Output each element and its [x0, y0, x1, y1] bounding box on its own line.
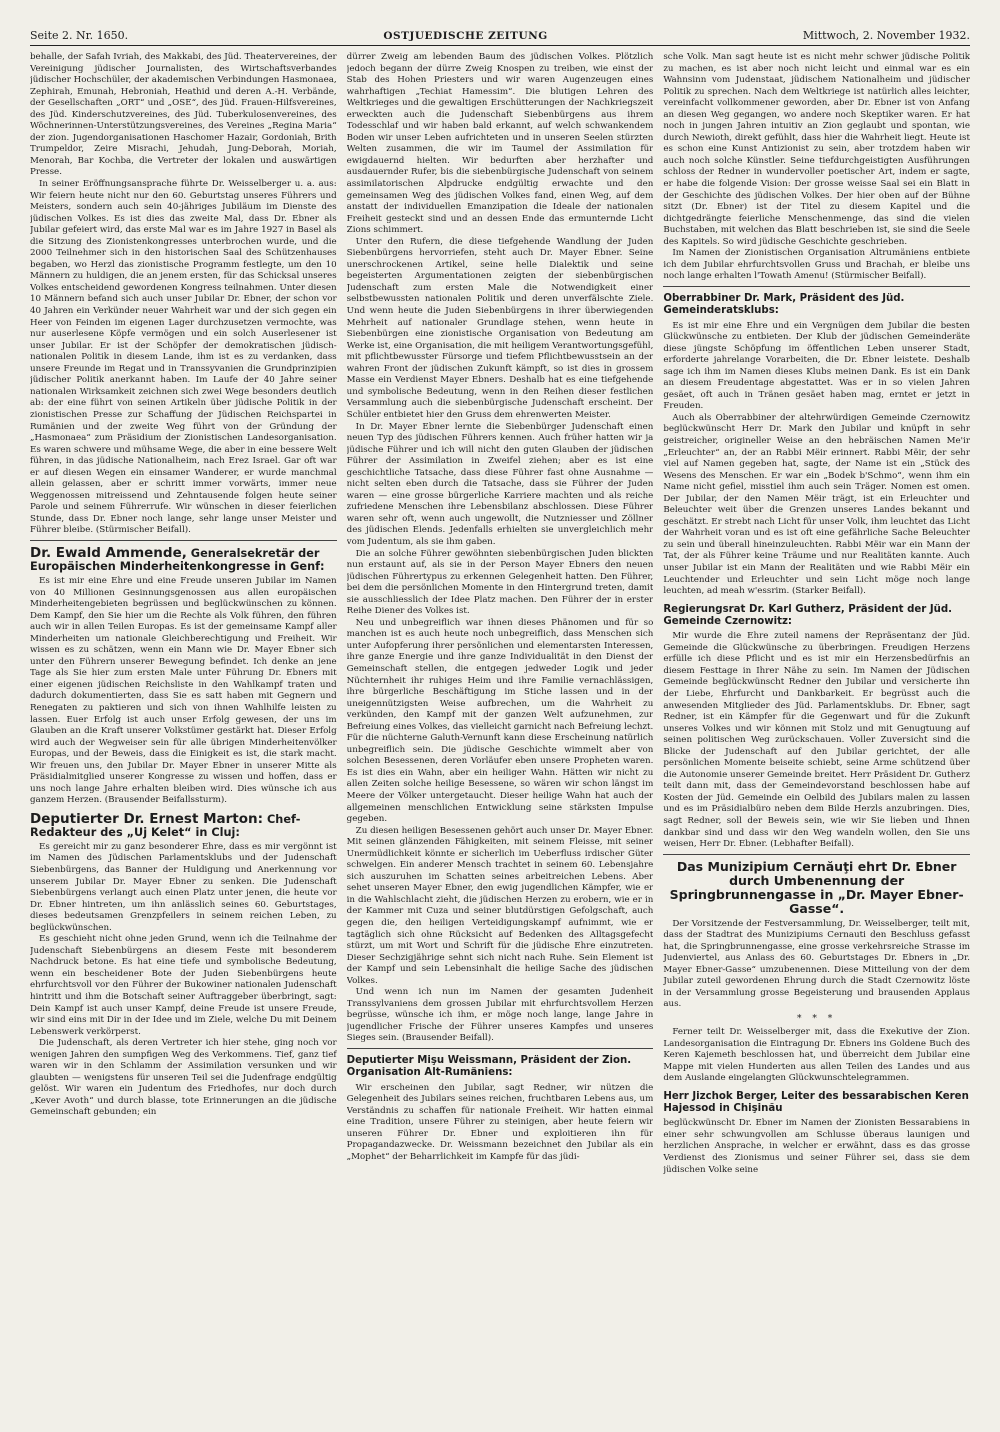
column-2: [347, 52, 654, 1412]
paragraph: Auch als Oberrabbiner der altehrwürdigen Gemeinde Czernowitz beglückwünscht Herr Dr. Mark den Jubilar und knüpft in sehr geistreicher, origineller Weise an den hebräischen Namen Me'ir „Erleuchter“ an, der an Rabbi Mëir erinnert. Rabbi Mëir, der sehr viel auf Namen gegeben hat, sagte, der Name ist ein „Stück des Wesens des Menschen. Er war ein „Bodek b'Schmo“, wenn ihm ein Name nicht gefiel, misstiel ihm auch sein Träger. Nomen est omen. Der Jubilar, der den Namen Mëir trägt, ist ein Erleuchter und Beleuchter weit über die Grenzen unseres Landes bekannt und geschätzt. Er strebt nach Licht für unser Volk, ihm leuchtet das Licht der Wahrheit voran und es ist oft eine gefährliche Sache Beleuchter zu sein und überall hineinzuleuchten. Rabbi Mëir war ein Mann der Tat, der als Führer keine Träume und nur Realitäten kannte. Auch unser Jubilar ist ein Mann der Realitäten und wie Rabbi Mëir ein Leuchtender und Erleuchter und sein Licht möge noch lange leuchten, ad meah w'essrim. (Starker Beifall).: [663, 412, 970, 597]
speaker-heading: [347, 1055, 654, 1080]
article-columns: [30, 52, 970, 1412]
speaker-title: Präsident des Jüd. Gemeinderatsklubs:: [663, 292, 905, 317]
column-3: [663, 52, 970, 1412]
speaker-heading: [30, 810, 337, 839]
paragraph: Mir wurde die Ehre zuteil namens der Repräsentanz der Jüd. Gemeinde die Glückwünsche zu überbringen. Freudigen Herzens erfülle ich diese Pflicht und es ist mir ein Herzensbedürfnis an diesem Festtage in Ihrer Nähe zu sein. Im Namen der Jüdischen Gemeinde beglückwünscht Redner den Jubilar und versicherte ihn der Liebe, Ehrfurcht und Dankbarkeit. Er begrüsst auch die anwesenden Mitglieder des Jüd. Parlamentsklubs. Dr. Ebner, sagt Redner, ist ein Kämpfer für die Gegenwart und für die Zukunft unseres Volkes und wir können mit Stolz und mit Genugtuung auf seinen politischen Weg zurückschauen. Voller Zuversicht sind die Blicke der Judenschaft auf den Jubilar gerichtet, der alle persönlichen Momente beiseite schiebt, seine Arme schützend über die Autonomie unserer Gemeinde breitet. Herr Präsident Dr. Gutherz teilt dann mit, dass der Gemeindevorstand beschlossen habe auf Kosten der Jüd. Gemeinde ein Oelbild des Jubilars malen zu lassen und es im Präsidialbüro neben dem Bilde Herzls anzubringen. Dies, sagt Redner, soll der Beweis sein, wie wir Sie lieben und Ihnen dankbar sind und dass wir den Weg wandeln wollen, den Sie uns weisen, Herr Dr. Ebner. (Lebhafter Beifall).: [663, 631, 970, 850]
newspaper-title: OSTJUEDISCHE ZEITUNG: [383, 30, 548, 42]
speaker-name: Deputierter Mişu Weissmann,: [346, 1055, 517, 1067]
speaker-title: Generalsekretär der Europäischen Minderheitenkongresse in Genf:: [30, 546, 325, 573]
speaker-rank: Regierungsrat: [663, 603, 749, 615]
speaker-name: Jizchok Berger,: [692, 1090, 778, 1102]
divider: [663, 854, 970, 855]
paragraph: Es ist mir eine Ehre und eine Freude unseren Jubilar im Namen von 40 Millionen Gesinnungsgenossen aus allen europäischen Minderheitengebieten begrüssen und beglückwünschen zu können. Dem Kampf, den Sie hier um die Rechte als Volk führen, den führen auch wir in allen Teilen Europas. Es ist der gemeinsame Kampf aller Minderheiten um nationale Gleichberechtigung und Freiheit. Wir wissen es zu schätzen, wenn ein Mann wie Dr. Mayer Ebner sich unter den Führern unserer Bewegung befindet. Ich denke an jene Tage als Sie hier zum ersten Male unter Führung Dr. Ebners mit einer eigenen jüdischen Reichsliste in den Wahlkampf traten und dadurch dokumentierten, dass Sie es satt haben mit Gegnern und Renegaten zu paktieren und sich von ihnen Wahlhilfe leisten zu lassen. Euer Erfolg ist auch unser Erfolg gewesen, der uns im Glauben an die Kraft unserer Volkstümer gestärkt hat. Dieser Erfolg wird auch der Wegweiser sein für alle übrigen Minderheitenvölker Europas, und der Beweis, dass die Einigkeit es ist, die stark macht. Wir freuen uns, den Jubilar Dr. Mayer Ebner in unserer Mitte als Präsidialmitglied unserer Kongresse zu wissen und hoffen, dass er uns noch lange Jahre erhalten bleiben wird. Dies wünsche ich aus ganzem Herzen. (Brausender Beifallssturm).: [30, 575, 337, 806]
paragraph: Der Vorsitzende der Festversammlung, Dr. Weisselberger, teilt mit, dass der Stadtrat des Munizipiums Cernauti den Beschluss gefasst hat, die Springbrunnengasse, eine grosse verkehrsreiche Strasse im Judenviertel, aus Anlass des 60. Geburtstages Dr. Ebners in „Dr. Mayer Ebner-Gasse“ umzubenennen. Diese Mitteilung von der dem Jubilar zuteil gewordenen Ehrung durch die Stadt Czernowitz löste in der Versammlung grosse Begeisterung und brausenden Applaus aus.: [663, 918, 970, 1010]
paragraph: Es ist mir eine Ehre und ein Vergnügen dem Jubilar die besten Glückwünsche zu entbieten. Der Klub der jüdischen Gemeinderäte diese jüngste Schöpfung im öffentlichen Leben unserer Stadt, erforderte jahrelange Vorarbeiten, die Dr. Ebner leistete. Deshalb sage ich ihm im Namen dieses Klubs meinen Dank. Es ist ein Dank an diesem Freudentage abgestattet. Was er in so vielen Jahren gesäet, oft auch in Tränen gesäet haben mag, erntet er jetzt in Freuden.: [663, 320, 970, 412]
paragraph: sche Volk. Man sagt heute ist es nicht mehr schwer jüdische Politik zu machen, es ist aber noch nicht leicht und einmal war es ein Wahnsinn vom Judenstaat, jüdischem Nationalheim und jüdischer Politik zu sprechen. Nach dem Weltkriege ist natürlich alles leichter, vereinfacht vollkommener geworden, aber Dr. Ebner ist von Anfang an diesen Weg gegangen, wo andere noch Skeptiker waren. Er hat noch in jungen Jahren intuitiv an Zion geglaubt und spontan, wie durch Newioth, direkt gefühlt, dass hier die Wahrheit liegt. Heute ist es schon eine Kunst Antizionist zu sein, aber trotzdem haben wir auch noch solche Künstler. Seine tiefdurchgeistigten Ausführungen schloss der Redner in wundervoller poetischer Art, indem er sagte, er habe die folgende Vision: Der grosse weisse Saal sei ein Blatt in der Geschichte des jüdischen Volkes. Der hier oben auf der Bühne sitzt (Dr. Ebner) ist der Titel zu diesem Kapitel und die dichtgedrängte feierliche Menschenmenge, das sind die vielen Buchstaben, mit welchen das Blatt beschrieben ist, sie sind die Seele des Kapitels. So wird jüdische Geschichte geschrieben.: [663, 52, 970, 247]
paragraph: Unter den Rufern, die diese tiefgehende Wandlung der Juden Siebenbürgens hervorriefen, steht auch Dr. Mayer Ebner. Seine unerschrockenen Artikel, seine helle Dialektik und seine begeisterten Argumentationen zeigten der siebenbürgischen Judenschaft zum ersten Male die Notwendigkeit einer selbstbewussten nationalen Politik und deren unverfälschte Ziele. Und wenn heute die Juden Siebenbürgens in ihrer überwiegenden Mehrheit auf nationaler Grundlage stehen, wenn heute in Siebenbürgen eine zionistische Organisation von Bedeutung am Werke ist, eine Organisation, die mit heiligem Verantwortungsgefühl, mit pflichtbewusster Fürsorge und tiefem Pflichtbewusstsein an der wahren Front der jüdischen Zukunft kämpft, so ist dies in grossem Masse ein Verdienst Mayer Ebners. Deshalb hat es eine tiefgehende und symbolische Bedeutung, wenn in den Reihen dieser festlichen Versammlung auch die siebenbürgische Judenschaft erscheint. Der Schüler entbietet hier den Gruss dem ehrenwerten Meister.: [346, 236, 654, 420]
paragraph: Ferner teilt Dr. Weisselberger mit, dass die Exekutive der Zion. Landesorganisation die Eintragung Dr. Ebners ins Goldene Buch des Keren Kajemeth beschlossen hat, und überreicht dem Jubilar eine Mappe mit vielen Hunderten aus allen Teilen des Landes und aus dem Auslande eingelangten Glückwunschtelegrammen.: [663, 1027, 970, 1084]
divider: [30, 540, 337, 541]
speaker-name: Dr. Karl Gutherz,: [748, 603, 845, 615]
speaker-heading: [663, 293, 970, 318]
paragraph: Die Judenschaft, als deren Vertreter ich hier stehe, ging noch vor wenigen Jahren den sumpfigen Weg des Verkommens. Tief, ganz tief waren wir in den Schlamm der Assimilation versunken und wir glaubten — wenigstens für unseren Teil sei die Judenfrage endgültig gelöst. Wir waren ein Judentum des Friedhofes, nur doch durch „Kever Avoth“ und durch blasse, tote Erinnerungen an die jüdische Gemeinschaft gebunden; ein: [30, 1038, 337, 1118]
divider: [663, 286, 970, 287]
speaker-heading: [663, 1091, 970, 1116]
paragraph: Und wenn ich nun im Namen der gesamten Judenheit Transsylvaniens dem grossen Jubilar mit ehrfurchtsvollem Herzen begrüsse, wünsche ich ihm, er möge noch lange, lange Jahre in jugendlicher Frische der Führer unseres Kampfes und unseres Sieges sein. (Brausender Beifall).: [346, 987, 654, 1044]
section-headline: Das Munizipium Cernăuţi ehrt Dr. Ebner durch Umbenennung der Springbrunnengasse in „Dr. Mayer Ebner-Gasse“.: [669, 858, 964, 916]
issue-date: Mittwoch, 2. November 1932.: [802, 29, 970, 42]
speaker-title: Präsident der Jüd. Gemeinde Czernowitz:: [663, 603, 953, 627]
speaker-rank: Herr: [663, 1090, 693, 1102]
paragraph: In seiner Eröffnungsansprache führte Dr. Weisselberger u. a. aus: Wir feiern heute nicht nur den 60. Geburtstag unseres Führers und Meisters, sondern auch sein 40-jähriges Jubiläum im Dienste des jüdischen Volkes. Es ist dies das zweite Mal, dass Dr. Ebner als Jubilar gefeiert wird, das erste Mal war es im Jahre 1927 in Basel als die Sitzung des Zionistenkongresses unterbrochen wurde, und die 2000 Teilnehmer sich in den historischen Saal des Schützenhauses begaben, wo Herzl das zionistische Programm festlegte, um den 10 Männern zu huldigen, die an jenem ersten, für das Schicksal unseres Volkes entscheidend gewordenen Kongress teilnahmen. Unter diesen 10 Männern befand sich auch unser Jubilar Dr. Ebner, der schon vor 40 Jahren ein Verkünder neuer Wahrheit war und der sich gegen ein Heer von Feinden im eigenen Lager durchzusetzen vermochte, was nur auserlesene Köpfe vermögen und ein solch Auserlesener ist unser Jubilar. Er ist der Schöpfer der demokratischen jüdisch-nationalen Politik in diesem Lande, ihm ist es zu verdanken, dass unsere Freunde im Regat und in Transsyvanien die Grundprinzipien jüdischer Politik anerkannt haben. Im Laufe der 40 Jahre seiner nationalen Wirksamkeit zeichnen sich zwei Wege besonders deutlich ab: der eine führt von seinen Artikeln über jüdische Politik in der zionistischen Presse zur Schaffung der Jüdischen Reichspartei in Rumänien und der zweite Weg führt von der Gründung der „Hasmonaea“ zum Präsidium der Zionistischen Landesorganisation. Es waren schwere und mühsame Wege, die aber in eine bessere Welt führen, in das jüdische Nationalheim, nach Erez Israel. Gar oft war er auf diesen Wegen ein einsamer Wanderer, er wurde manchmal allein gelassen, aber er schritt immer vorwärts, immer neue Weggenossen mitreissend und Zehntausende folgen heute seiner Parole und seinem Führerrufe. Wir wünschen in dieser feierlichen Stunde, dass Dr. Ebner noch lange, sehr lange unser Meister und Führer bleibe. (Stürmischer Beifall).: [30, 179, 337, 536]
paragraph: behalle, der Safah Ivriah, des Makkabi, des Jüd. Theatervereines, der Vereinigung jüdischer Journalisten, des Wirtschaftsverbandes jüdischer Hochschüler, der akademischen Verbindungen Hasmonaea, Zephirah, Emunah, Hebroniah, Heathid und deren A.-H. Verbände, der Gesellschaften „ORT“ und „OSE“, des Jüd. Frauen-Hilfsvereines, des Jüd. Kinderschutzvereines, des Jüd. Tuberkulosenvereines, des Wöchnerinnen-Unterstützungsvereines, des Vereines „Regina Maria“ der zion. Jugendorganisationen Haschomer Hazair, Gordoniah, Brith Trumpeldor, Zeire Misrachi, Jehudah, Jung-Deborah, Moriah, Menorah, Bar Kochba, die Vertreter der lokalen und auswärtigen Presse.: [30, 52, 337, 178]
speaker-title: Chef-Redakteur des „Uj Kelet“ in Cluj:: [30, 812, 301, 839]
paragraph: Es gereicht mir zu ganz besonderer Ehre, dass es mir vergönnt ist im Namen des Jüdischen Parlamentsklubs und der Judenschaft Siebenbürgens, das Banner der Huldigung und Anerkennung vor unserem Jubilar Dr. Mayer Ebner zu senken. Die Judenschaft Siebenbürgens verlangt auch einen Platz unter jenen, die heute vor Dr. Ebner hintreten, um ihn anlässlich seines 60. Geburtstages, dieses bedeutsamen Grenzpfeilers in seinem reichen Leben, zu beglückwünschen.: [30, 841, 337, 933]
speaker-heading: [30, 544, 337, 573]
paragraph: beglückwünscht Dr. Ebner im Namen der Zionisten Bessarabiens in einer sehr schwungvollen am Schlusse überaus launigen und herzlichen Ansprache, in welcher er erwähnt, dass es das grosse Verdienst des Zionismus und seiner Führer sei, dass sie dem jüdischen Volke seine: [663, 1118, 970, 1175]
paragraph: Zu diesen heiligen Besessenen gehört auch unser Dr. Mayer Ebner. Mit seinen glänzenden Fähigkeiten, mit seinem Fleisse, mit seiner Unermüdlichkeit könnte er sicherlich im Ueberfluss irdischer Güter schwelgen. Ein anderer Mensch trachtet in seinem 60. Lebensjahre sich auszuruhen im Schatten seines arbeitreichen Lebens. Aber sehet unseren Mayer Ebner, den ewig jugendlichen Kämpfer, wie er in die Wahlschlacht zieht, die jüdischen Herzen zu erobern, wie er in der Kammer mit Cuza und seiner blutdürstigen Gefolgschaft, auch gegen die, den heiligen Verteidigungskampf aufnimmt, wie er tagtäglich sich ohne Rücksicht auf Bedenken des Alltagsgefecht stürzt, um mit Wort und Schrift für die jüdische Ehre einzutreten. Dieser Sechzigjährige sehnt sich nicht nach Ruhe. Sein Element ist der Kampf und sein Lebensinhalt die heilige Sache des jüdischen Volkes.: [346, 825, 654, 986]
paragraph: Neu und unbegreiflich war ihnen dieses Phänomen und für so manchen ist es auch heute noch unbegreiflich, dass Menschen sich unter Aufopferung ihrer persönlichen und elementarsten Interessen, ihre ganze Energie und ihre ganze Individualität in den Dienst der Gemeinschaft stellen, die entgegen jedweder Logik und jeder Nüchternheit ihr ruhiges Heim und ihre Familie vernachlässigen, ihre bürgerliche Beschäftigung im Stiche lassen und in der uneigennützigsten Weise aufbrechen, um die Wahrheit zu verkünden, den Kampf mit der ganzen Welt aufzunehmen, zur Befreiung eines Volkes, das vielleicht garnicht nach Befreiung lechzt. Für die nüchterne Galuth-Vernunft kann diese Erscheinung natürlich unbegreiflich sein. Die jüdische Geschichte wimmelt aber von solchen Besessenen, deren Vorläufer eben unsere Propheten waren. Es ist dies ein Wahn, aber ein heiliger Wahn. Hätten wir nicht zu allen Zeiten solche heilige Besessene, so wären wir schon längst im Meere der Völker untergetaucht. Dieser heilige Wahn hat auch der allgemeinen menschlichen Entwicklung seine stärksten Impulse gegeben.: [346, 617, 654, 825]
divider: [347, 1048, 654, 1049]
paragraph: Die an solche Führer gewöhnten siebenbürgischen Juden blickten nun erstaunt auf, als sie in der Person Mayer Ebners den neuen jüdischen Führertypus zu erkennen Gelegenheit hatten. Den Führer, bei dem die persönlichen Momente in den Hintergrund treten, damit sie ausschliesslich der Idee Platz machen. Den Führer der in erster Reihe Diener des Volkes ist.: [346, 548, 654, 617]
masthead: [30, 24, 970, 46]
speaker-name: Dr. Mark,: [743, 292, 797, 304]
paragraph: Im Namen der Zionistischen Organisation Altrumäniens entbiete ich dem Jubilar ehrfurchtsvollen Gruss und Brachah, er bleibe uns noch lange erhalten l'Towath Amenu! (Stürmischer Beifall).: [663, 248, 970, 282]
speaker-title: Leiter des bessarabischen Keren Hajessod in Chişinău: [663, 1090, 969, 1115]
page-number: Seite 2. Nr. 1650.: [30, 29, 129, 42]
paragraph: Es geschieht nicht ohne jeden Grund, wenn ich die Teilnahme der Judenschaft Siebenbürgens an diesem Feste mit besonderem Nachdruck betone. Es hat eine tiefe und symbolische Bedeutung, wenn ein bescheidener Bote der Juden Siebenbürgens heute ehrfurchtsvoll vor den Führer der Bukowiner nationalen Judenschaft hintritt und ihm die Botschaft seiner Auftraggeber überbringt, sagt: Dein Kampf ist auch unser Kampf, deine Freude ist unsere Freude, wir sind eins mit Dir in der Idee und im Ziele, welche Du mit Deinem Lebenswerk verkörperst.: [30, 934, 337, 1037]
paragraph: Wir erscheinen den Jubilar, sagt Redner, wir nützen die Gelegenheit des Jubilars seines reichen, fruchtbaren Lebens aus, um Verständnis zu schaffen für nationale Freiheit. Wir hatten einmal eine Tradition, unsere Führer zu steinigen, aber heute feiern wir unseren Führer Dr. Ebner und exploitieren ihn für Propagandazwecke. Dr. Weissmann bezeichnet den Jubilar als ein „Mophet“ der Beharrlichkeit im Kampfe für das jüdi-: [346, 1082, 654, 1162]
speaker-rank: Oberrabbiner: [663, 292, 744, 304]
speaker-name: Dr. Ewald Ammende,: [30, 544, 187, 561]
speaker-heading: [663, 604, 970, 629]
paragraph: In Dr. Mayer Ebner lernte die Siebenbürger Judenschaft einen neuen Typ des jüdischen Führers kennen. Auch früher hatten wir ja jüdische Führer und ich will nicht den guten Glauben der jüdischen Führer der Assimilation in Zweifel ziehen; aber es ist eine geschichtliche Tatsache, dass diese Führer fast ohne Ausnahme — nicht selten eben durch die Tatsache, dass sie Führer der Juden waren — eine grosse bürgerliche Karriere machten und als reiche zufriedene Menschen ihre Lebensbilanz abschlossen. Diese Führer waren sehr oft, wenn auch ungewollt, die Nutzniesser und Zöllner des jüdischen Elends. Jedenfalls erhielten sie unvergleichlich mehr vom Judentum, als sie ihm gaben.: [346, 421, 654, 547]
section-separator: * * *: [797, 1014, 837, 1025]
paragraph: dürrer Zweig am lebenden Baum des jüdischen Volkes. Plötzlich jedoch begann der dürre Zweig Knospen zu treiben, wie einst der Stab des Hohen Priesters und wir waren Augenzeugen eines wahrhaftigen „Techiat Hamessim“. Die blutigen Lehren des Weltkrieges und die gewaltigen Erschütterungen der Nachkriegszeit erweckten auch die Judenschaft Siebenbürgens aus ihrem Todesschlaf und wir haben bald erkannt, auf welch schwankendem Boden wir unser Leben aufrichteten und in unseren Seelen stürzten Welten zusammen, die wir im Taumel der Assimilation für ewigdauernd hielten. Wir bedurften aber herzhafter und ausdauernder Rufer, bis die siebenbürgische Judenschaft von seinem assimilatorischen Alpdrucke endgültig erwachte und den gemeinsamen Weg des jüdischen Volkes fand, einen Weg, auf dem anstatt der individuellen Emanzipation die Ideale der nationalen Freiheit gesteckt sind und an dessen Ende das ermunternde Licht Zions schimmert.: [346, 52, 654, 236]
speaker-name: Deputierter Dr. Ernest Marton:: [30, 810, 264, 827]
speaker-title: Präsident der Zion. Organisation Alt-Rumäniens:: [346, 1055, 632, 1079]
column-1: [30, 52, 337, 1412]
